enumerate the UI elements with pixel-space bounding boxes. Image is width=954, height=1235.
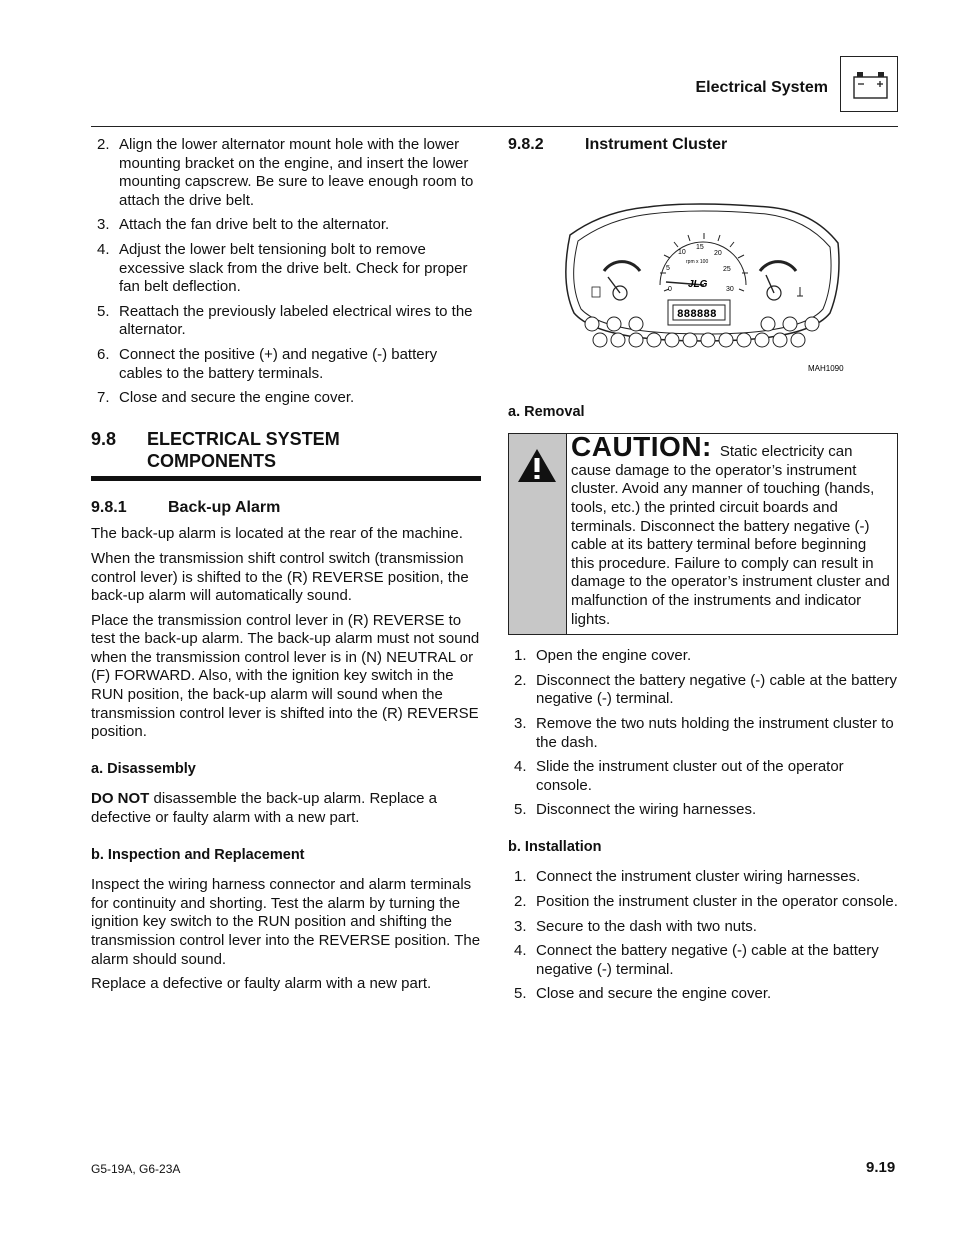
header-rule (91, 126, 898, 127)
paragraph: DO NOT disassemble the back-up alarm. Replace a defective or faulty alarm with a new part. (91, 790, 437, 827)
battery-icon-box (840, 56, 898, 112)
tach-tick-20: 20 (714, 249, 722, 257)
list-item: 5. Close and secure the engine cover. (514, 985, 772, 1003)
paragraph: The back-up alarm is located at the rear of the machine. (91, 525, 463, 543)
subsection-heading-instrument-cluster: 9.8.2 Instrument Cluster (508, 136, 728, 153)
list-item: 7. Close and secure the engine cover. (97, 389, 355, 407)
installation-heading: b. Installation (508, 838, 602, 855)
list-item: 1. Open the engine cover. (514, 647, 692, 665)
tach-tick-30: 30 (726, 285, 734, 293)
paragraph: Inspect the wiring harness connector and alarm terminals for continuity and shorting. Test the alarm by turning the ignition key switch to the RUN position and shifting the transmission control lever into the REVERSE position. The alarm should sound. (91, 876, 481, 968)
tach-tick-5: 5 (666, 264, 670, 272)
paragraph: Place the transmission control lever in (R) REVERSE to test the back-up alarm. The back-up alarm must not sound when the transmission control lever is in (N) NEUTRAL or (F) FORWARD. Also, with the ignition key switch in the RUN position, the back-up alarm will sound when the transmission control lever is shifted into the (R) REVERSE position. (91, 611, 480, 741)
tach-tick-0: 0 (668, 285, 672, 293)
disassembly-heading: a. Disassembly (91, 760, 196, 777)
removal-heading: a. Removal (508, 403, 585, 420)
list-item: 5. Reattach the previously labeled electrical wires to the alternator. (97, 302, 473, 339)
list-item: 3. Attach the fan drive belt to the alternator. (97, 216, 390, 234)
inspection-heading: b. Inspection and Replacement (91, 846, 305, 863)
installation-steps (508, 868, 898, 1004)
list-item: 2. Position the instrument cluster in the operator console. (514, 893, 898, 911)
tach-unit-label: rpm x 100 (686, 258, 709, 265)
paragraph: When the transmission shift control switch (transmission control lever) is shifted to the (R) REVERSE position, the back-up alarm will automatically sound. (91, 549, 469, 605)
paragraph: Replace a defective or faulty alarm with a new part. (91, 975, 432, 993)
jlg-logo: JLG (688, 278, 708, 290)
list-item: 5. Disconnect the wiring harnesses. (514, 801, 757, 819)
instrument-cluster-drawing (508, 163, 898, 373)
right-column (508, 136, 898, 1010)
tach-tick-15: 15 (696, 243, 704, 251)
list-item: 6. Connect the positive (+) and negative (-) battery cables to the battery terminals. (97, 345, 438, 382)
section-header-title: Electrical System (695, 79, 828, 96)
list-item: 2. Disconnect the battery negative (-) cable at the battery negative (-) terminal. (514, 671, 898, 708)
left-column (91, 136, 481, 1000)
list-item: 3. Remove the two nuts holding the instrument cluster to the dash. (514, 714, 894, 751)
list-item: 2. Align the lower alternator mount hole with the lower mounting bracket on the engine, and insert the lower mounting capscrew. Be sure to leave enough room to attach the drive belt. (97, 136, 474, 209)
instrument-cluster-figure (508, 163, 898, 373)
list-item: 4. Slide the instrument cluster out of the operator console. (514, 758, 844, 794)
section-heading: 9.8 ELECTRICAL SYSTEM COMPONENTS (91, 428, 340, 471)
figure-label: MAH1090 (808, 363, 844, 373)
list-item: 4. Adjust the lower belt tensioning bolt to remove excessive slack from the drive belt. Check for proper fan belt deflection. (97, 240, 468, 296)
caution-side-panel (509, 434, 567, 634)
caution-text: CAUTION: Static electricity can cause damage to the operator’s instrument cluster. Avoid any manner of touching (hands, tools, etc.) the printed circuit boards and terminals. Disconnect the battery negative (-) cable at its battery terminal before beginning this procedure. Failure to comply can result in damage to the operator’s instrument cluster and malfunction of the instruments and indicator lights. (571, 431, 890, 628)
footer-models: G5-19A, G6-23A (91, 1162, 181, 1176)
subsection-heading-backup-alarm: 9.8.1 Back-up Alarm (91, 498, 281, 516)
tach-tick-10: 10 (678, 248, 686, 256)
section-rule (91, 476, 481, 481)
odometer-display: 888888 (677, 308, 717, 321)
tach-tick-25: 25 (723, 265, 731, 273)
reinstall-steps (91, 136, 481, 408)
list-item: 3. Secure to the dash with two nuts. (514, 917, 757, 935)
list-item: 4. Connect the battery negative (-) cable at the battery negative (-) terminal. (514, 942, 879, 978)
removal-steps (508, 647, 898, 820)
battery-icon (841, 57, 899, 113)
caution-box (508, 433, 898, 635)
list-item: 1. Connect the instrument cluster wiring harnesses. (514, 868, 861, 886)
warning-triangle-icon (515, 446, 559, 486)
caution-word: CAUTION: (571, 431, 712, 463)
page-number: 9.19 (866, 1159, 896, 1176)
